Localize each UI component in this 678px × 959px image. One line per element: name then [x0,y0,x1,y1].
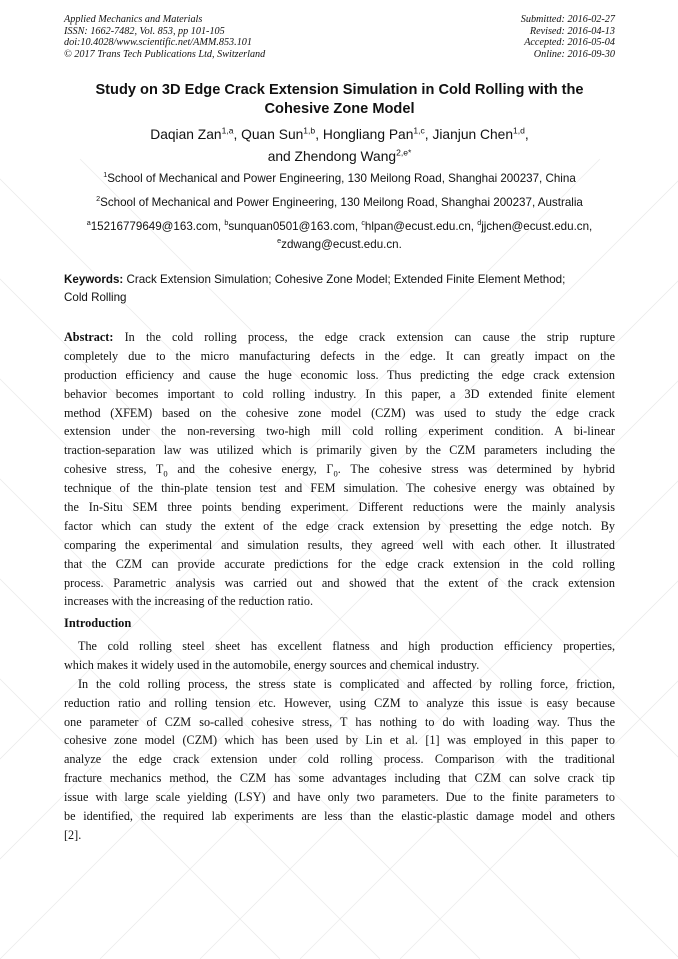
paper-title [64,81,615,119]
email-mark: b [224,218,229,228]
email-line [64,218,615,236]
author-affil-mark: 1,a [221,125,234,136]
abstract [64,328,615,611]
abstract-line: completely due to the micro manufacturing defects in the edge. It can greatly impact on the [64,348,615,363]
subscript: 0 [333,468,338,479]
title-line: Cohesive Zone Model [264,101,415,117]
author-line [64,146,615,168]
author-affil-mark: 1,c [413,125,425,136]
journal-issn: ISSN: 1662-7482, Vol. 853, pp 101-105 [64,25,225,37]
abstract-line: extension under the non-reversing two-high mill cold rolling experiment condition. A bi-linear [64,424,615,439]
author-name: Daqian Zan [150,127,222,142]
journal-name: Applied Mechanics and Materials [64,14,203,25]
date-accepted: Accepted: 2016-05-04 [524,37,615,49]
author-separator: , [233,127,242,142]
paragraph-line: cohesive zone model (CZM) which has been used by Lin et al. [1] was employed in this paper to [64,733,615,748]
abstract-text: and the cohesive energy, Γ [167,462,334,477]
abstract-line: production efficiency and cause the huge economic loss. Thus predicting the edge crack extension [64,367,615,382]
abstract-label: Abstract: [64,330,114,344]
introduction-body [64,637,615,845]
paragraph-line: issue with large scale yielding (LSY) and have only two parameters. Due to the finite parameters to [64,790,615,805]
affiliation-text: School of Mechanical and Power Engineering, 130 Meilong Road, Shanghai 200237, China [107,172,576,185]
email-address: 15216779649@163.com, [90,220,225,233]
email-mark: d [477,218,482,228]
abstract-line: comparing the experimental and simulation results, they agreed well with each other. It illustrated [64,537,615,552]
email-address: hlpan@ecust.edu.cn, [364,220,478,233]
paragraph-line: The cold rolling steel sheet has excellent flatness and high production efficiency properties, [78,639,615,653]
email-line [64,236,615,254]
subscript: 0 [163,468,168,479]
paragraph-line: one parameter of CZM so-called cohesive stress, T has nothing to do with loading way. Thus the [64,714,615,729]
author-name: Quan Sun [241,127,304,142]
email-mark: e [277,236,282,246]
affiliation-mark: 2 [96,194,101,204]
affiliation-mark: 1 [103,170,108,180]
keywords [64,271,615,307]
abstract-text: In the cold rolling process, the edge crack extension can cause the strip rupture [113,330,615,344]
abstract-text: cohesive stress, T [64,462,164,477]
abstract-line: technique of the thin-plate tension test and FEM simulation. The cohesive energy was obtained by [64,481,615,496]
author-separator: , [315,127,323,142]
keywords-label: Keywords: [64,273,124,286]
affiliation-2 [64,196,615,210]
author-list [64,124,615,168]
abstract-line: behavior becomes important to cold rolling industry. In this paper, a 3D extended finite element [64,386,615,401]
date-submitted: Submitted: 2016-02-27 [520,14,615,25]
paragraph-line: In the cold rolling process, the stress state is complicated and affected by rolling force, friction, [78,676,615,691]
paragraph-line: fracture mechanics method, the CZM has some advantages including that CZM can solve crack tip [64,771,615,786]
author-name: Hongliang Pan [322,127,414,142]
email-address: jjchen@ecust.edu.cn, [481,220,593,233]
abstract-line [64,460,615,479]
abstract-text: . The cohesive stress was determined by hybrid [337,462,615,477]
author-emails [64,218,615,254]
keywords-text: Crack Extension Simulation; Cohesive Zone Model; Extended Finite Element Method; [123,273,566,286]
date-revised: Revised: 2016-04-13 [529,25,615,37]
paragraph-line: [2]. [64,827,82,842]
keywords-line: Cold Rolling [64,291,127,304]
date-online: Online: 2016-09-30 [533,48,615,60]
affiliation-1 [64,172,615,186]
email-mark: c [361,218,365,228]
author-separator: , [524,127,529,142]
author-line [64,124,615,146]
journal-doi: doi:10.4028/www.scientific.net/AMM.853.101 [64,37,252,49]
author-affil-mark: 1,d [513,125,525,136]
abstract-line: that the CZM can provide accurate predictions for the edge crack extension in the cold rolling [64,556,615,571]
email-address: zdwang@ecust.edu.cn. [281,238,402,251]
abstract-line [64,328,615,347]
abstract-line: traction-separation law was utilized which is primarily given by the CZM parameters including the [64,443,615,458]
paragraph-line: which makes it widely used in the automobile, energy sources and chemical industry. [64,657,480,672]
paragraph-line: reduction ratio and rolling tension etc. However, using CZM to analyze this issue is easy because [64,695,615,710]
journal-info [64,14,265,60]
journal-header [64,14,615,60]
author-affil-mark: 1,b [303,125,316,136]
author-name: and Zhendong Wang [267,149,397,164]
submission-dates [521,14,615,60]
keywords-line [64,271,615,289]
abstract-line: factor which can study the extent of the edge crack extension by presetting the edge notch. By [64,518,615,533]
paragraph-line: analyze the edge crack extension under cold rolling process. Comparison with the traditional [64,752,615,767]
email-address: sunquan0501@163.com, [228,220,362,233]
author-name: Jianjun Chen [432,127,513,142]
journal-copyright: © 2017 Trans Tech Publications Ltd, Switzerland [64,48,266,60]
affiliation-text: School of Mechanical and Power Engineering, 130 Meilong Road, Shanghai 200237, Australia [100,196,583,209]
abstract-line: the In-Situ SEM three points bending experiment. Different reductions were the mainly analysis [64,500,615,515]
author-separator: , [424,127,433,142]
email-mark: a [86,218,91,228]
abstract-line: increases with the increasing of the reduction ratio. [64,594,314,609]
paragraph-line: be identified, the required lab experiments are less than the elastic-plastic damage model and others [64,809,615,824]
author-affil-mark: 2,e* [396,147,412,158]
abstract-line: process. Parametric analysis was carried out and showed that the extent of the crack extension [64,575,615,590]
title-line: Study on 3D Edge Crack Extension Simulation in Cold Rolling with the [95,82,584,98]
abstract-line: method (XFEM) based on the cohesive zone model (CZM) was used to study the edge crack [64,405,615,420]
section-heading-introduction: Introduction [64,616,132,630]
